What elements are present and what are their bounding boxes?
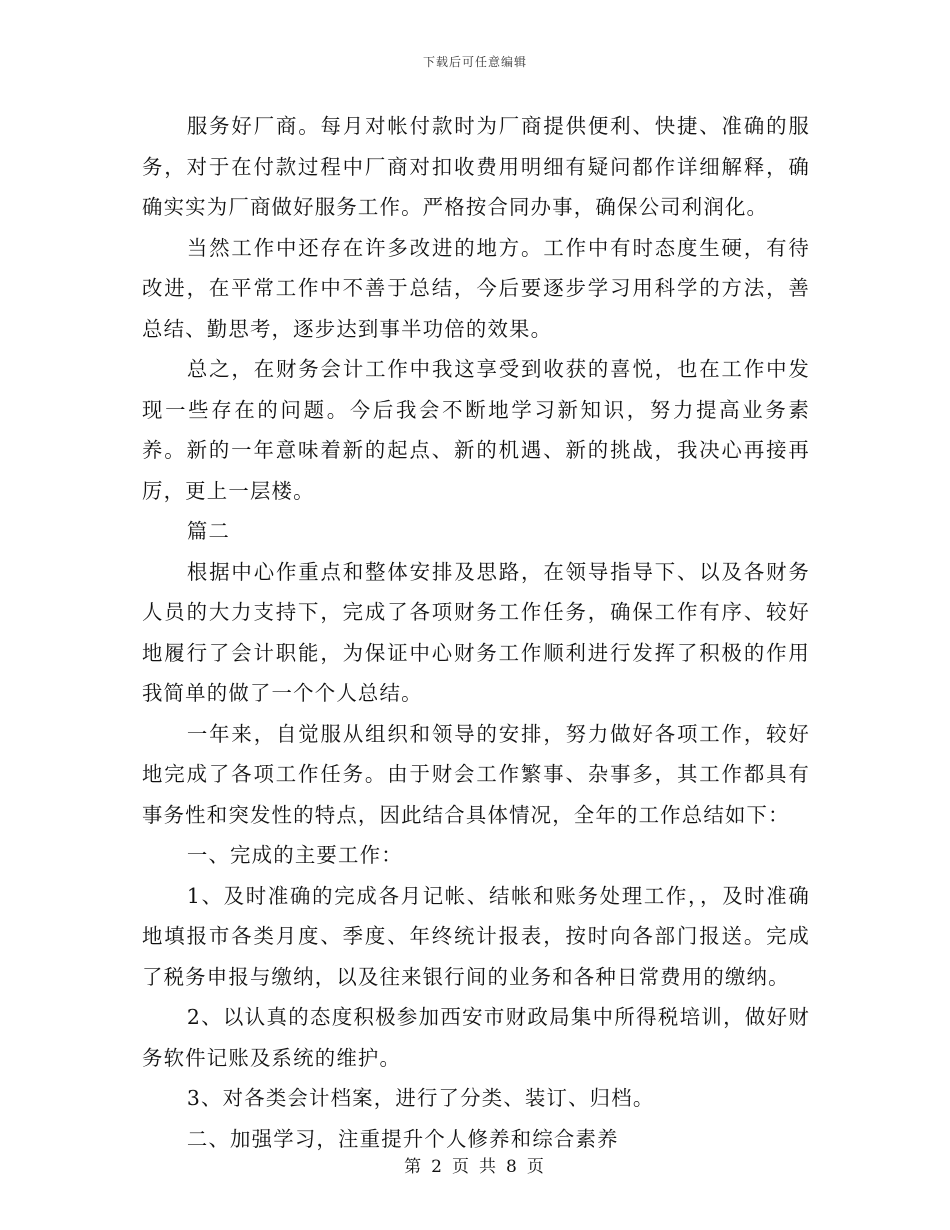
footer-page-word: 页 bbox=[452, 1157, 471, 1177]
paragraph: 服务好厂商。每月对帐付款时为厂商提供便利、快捷、准确的服务，对于在付款过程中厂商对扣收费用明细有疑问都作详细解释，确确实实为厂商做好服务工作。严格按合同办事，确保公司利润化。 bbox=[142, 114, 810, 219]
total-page-count: 8 bbox=[506, 1157, 519, 1177]
list-item: 3、对各类会计档案，进行了分类、装订、归档。 bbox=[186, 1086, 655, 1110]
page-number-footer bbox=[0, 1152, 950, 1177]
list-item: 1、及时准确的完成各月记帐、结帐和账务处理工作，，及时准确地填报市各类月度、季度、年终统计报表，按时向各部门报送。完成了税务申报与缴纳，以及往来银行间的业务和各种日常费用的缴纳。 bbox=[142, 883, 810, 989]
footer-total-prefix: 共 bbox=[479, 1157, 498, 1177]
footer-suffix: 页 bbox=[526, 1157, 546, 1177]
section-heading-pian-er: 篇二 bbox=[186, 519, 231, 543]
subsection-heading: 二、加强学习，注重提升个人修养和综合素养 bbox=[186, 1126, 619, 1151]
paragraph: 根据中心作重点和整体安排及思路，在领导指导下、以及各财务人员的大力支持下，完成了各项财务工作任务，确保工作有序、较好地履行了会计职能，为保证中心财务工作顺利进行发挥了积极的作用我简单的做了一个个人总结。 bbox=[142, 559, 810, 705]
subsection-heading: 一、完成的主要工作： bbox=[186, 843, 403, 867]
header-note: 下载后可任意编辑 bbox=[422, 55, 527, 69]
paragraph: 当然工作中还存在许多改进的地方。工作中有时态度生硬，有待改进，在平常工作中不善于总结，今后要逐步学习用科学的方法，善总结、勤思考，逐步达到事半功倍的效果。 bbox=[142, 235, 810, 341]
document-body bbox=[142, 106, 810, 1159]
paragraph: 一年来，自觉服从组织和领导的安排，努力做好各项工作，较好地完成了各项工作任务。由于财会工作繁事、杂事多，其工作都具有事务性和突发性的特点，因此结合具体情况，全年的工作总结如下： bbox=[142, 721, 810, 827]
current-page-number: 2 bbox=[431, 1157, 444, 1177]
list-item: 2、以认真的态度积极参加西安市财政局集中所得税培训，做好财务软件记账及系统的维护。 bbox=[142, 1005, 810, 1070]
paragraph: 总之，在财务会计工作中我这享受到收获的喜悦，也在工作中发现一些存在的问题。今后我会不断地学习新知识，努力提高业务素养。新的一年意味着新的起点、新的机遇、新的挑战，我决心再接再厉，更上一层楼。 bbox=[142, 357, 810, 503]
footer-prefix: 第 bbox=[404, 1157, 424, 1177]
